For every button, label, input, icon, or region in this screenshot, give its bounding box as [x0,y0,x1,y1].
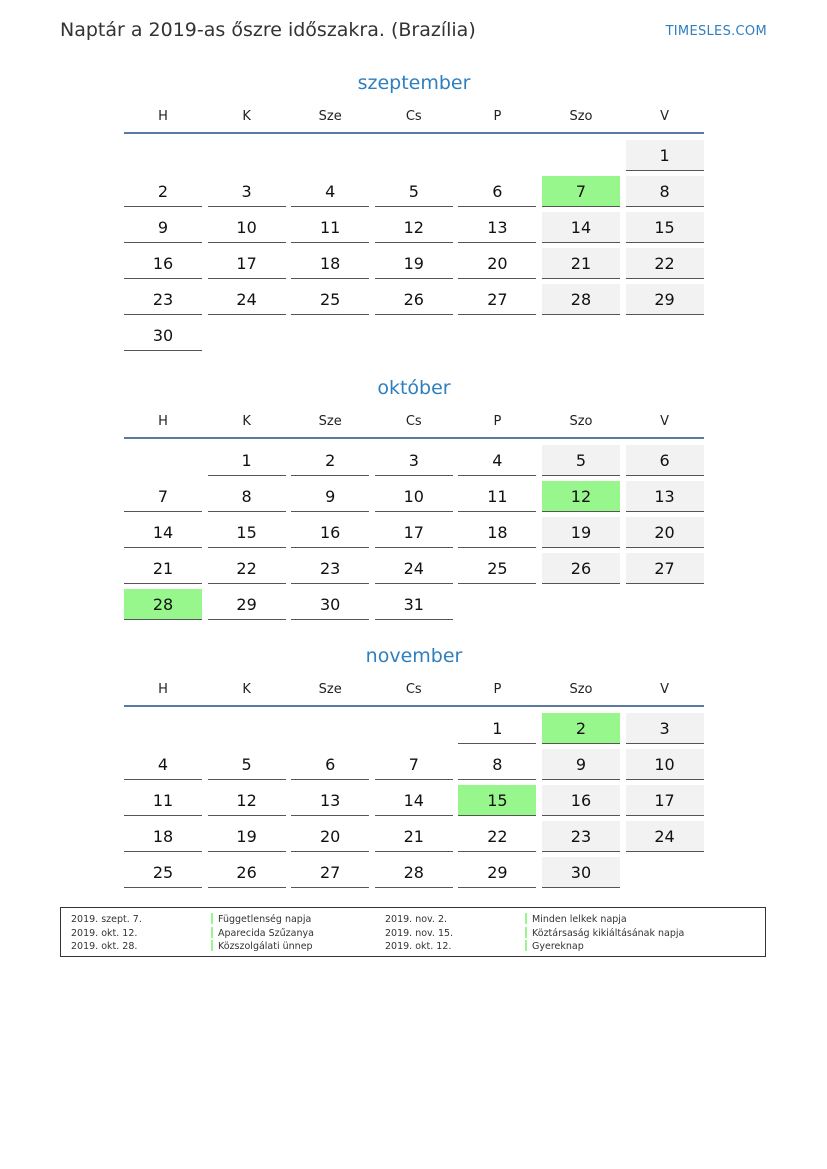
day-cell: 30 [124,320,202,351]
day-cell: 20 [291,821,369,852]
legend-row [385,927,684,941]
day-cell: 13 [458,212,536,243]
day-cell: 26 [542,553,620,584]
day-cell: 26 [375,284,453,315]
day-cell: 28 [375,857,453,888]
day-cell: 5 [542,445,620,476]
weekday-label: Szo [569,682,593,697]
holiday-color-marker [525,940,527,951]
legend-row [385,913,684,927]
day-cell: 27 [458,284,536,315]
weekday-label: H [158,109,168,124]
day-cell: 16 [291,517,369,548]
day-cell: 17 [208,248,286,279]
empty-cell [291,713,369,744]
day-cell: 7 [375,749,453,780]
day-cell: 12 [542,481,620,512]
month-september [124,70,704,351]
weekday-label: Cs [405,414,422,429]
weekday-label: V [660,109,670,124]
day-cell: 16 [542,785,620,816]
day-cell: 7 [124,481,202,512]
day-cell: 19 [375,248,453,279]
month-title: november [365,645,463,667]
weekday-label: K [242,414,251,429]
day-cell: 14 [542,212,620,243]
weekday-label: H [158,682,168,697]
empty-cell [375,140,453,171]
day-cell: 20 [626,517,704,548]
day-cell: 29 [458,857,536,888]
day-cell: 4 [291,176,369,207]
holiday-color-marker [525,927,527,938]
day-cell: 1 [458,713,536,744]
legend-row [71,940,314,954]
legend-holiday-name: Gyereknap [532,941,584,952]
legend-holiday-name: Minden lelkek napja [532,914,627,925]
weekday-label: H [158,414,168,429]
legend-holiday-name: Köztársaság kikiáltásának napja [532,927,685,939]
empty-cell [208,713,286,744]
day-cell: 24 [626,821,704,852]
day-cell: 15 [626,212,704,243]
day-cell: 26 [208,857,286,888]
day-cell: 23 [542,821,620,852]
legend-column-left [71,913,314,954]
day-cell: 22 [626,248,704,279]
weekday-label: Sze [318,109,342,124]
day-cell: 1 [208,445,286,476]
day-cell: 3 [375,445,453,476]
weekday-label: P [493,682,502,697]
day-cell: 18 [291,248,369,279]
day-cell: 12 [375,212,453,243]
empty-cell [375,713,453,744]
day-cell: 10 [375,481,453,512]
holiday-legend [60,907,766,957]
weekday-label: P [493,109,502,124]
day-cell: 21 [375,821,453,852]
day-cell: 31 [375,589,453,620]
day-cell: 20 [458,248,536,279]
holiday-color-marker [211,913,213,924]
day-grid [124,140,704,351]
weekday-label: P [493,414,502,429]
holiday-color-marker [211,940,213,951]
day-cell: 6 [291,749,369,780]
legend-date: 2019. nov. 2. [385,914,448,925]
day-cell: 21 [124,553,202,584]
holiday-color-marker [525,913,527,924]
day-cell: 17 [375,517,453,548]
legend-date: 2019. okt. 12. [71,927,138,939]
day-cell: 23 [124,284,202,315]
page-title: Naptár a 2019-as őszre időszakra. (Brazília) [60,19,476,41]
day-cell: 6 [626,445,704,476]
legend-date: 2019. okt. 28. [71,941,138,952]
day-cell: 5 [208,749,286,780]
day-cell: 29 [208,589,286,620]
day-cell: 3 [626,713,704,744]
day-cell: 2 [124,176,202,207]
day-cell: 15 [208,517,286,548]
day-cell: 22 [458,821,536,852]
day-cell: 24 [375,553,453,584]
day-cell: 1 [626,140,704,171]
weekday-label: Sze [318,414,342,429]
weekday-header [124,679,704,707]
weekday-header [124,411,704,439]
empty-cell [542,140,620,171]
empty-cell [208,140,286,171]
legend-holiday-name: Közszolgálati ünnep [218,941,313,952]
weekday-label: Szo [569,109,593,124]
day-cell: 14 [375,785,453,816]
day-cell: 24 [208,284,286,315]
day-cell: 22 [208,553,286,584]
legend-row [385,940,684,954]
day-cell: 13 [291,785,369,816]
legend-row [71,913,314,927]
legend-holiday-name: Függetlenség napja [218,914,312,925]
day-cell: 6 [458,176,536,207]
month-title: október [377,377,451,399]
day-cell: 16 [124,248,202,279]
site-link[interactable]: TIMESLES.COM [665,24,767,39]
weekday-label: K [242,109,251,124]
day-cell: 9 [124,212,202,243]
day-cell: 27 [626,553,704,584]
day-cell: 11 [458,481,536,512]
day-cell: 9 [542,749,620,780]
day-cell: 8 [458,749,536,780]
day-cell: 13 [626,481,704,512]
day-cell: 19 [542,517,620,548]
legend-column-right [385,913,684,954]
legend-date: 2019. okt. 12. [385,941,452,952]
day-cell: 17 [626,785,704,816]
day-cell: 15 [458,785,536,816]
empty-cell [291,140,369,171]
weekday-label: Cs [405,682,422,697]
day-cell: 27 [291,857,369,888]
day-cell: 30 [291,589,369,620]
empty-cell [124,445,202,476]
day-cell: 25 [124,857,202,888]
day-cell: 8 [626,176,704,207]
day-cell: 25 [291,284,369,315]
weekday-header [124,106,704,134]
legend-date: 2019. szept. 7. [71,914,142,925]
day-cell: 2 [291,445,369,476]
holiday-color-marker [211,927,213,938]
day-cell: 30 [542,857,620,888]
month-november [124,643,704,888]
day-cell: 11 [124,785,202,816]
day-grid [124,445,704,620]
weekday-label: V [660,414,670,429]
day-cell: 9 [291,481,369,512]
weekday-label: Sze [318,682,342,697]
day-cell: 18 [458,517,536,548]
legend-row [71,927,314,941]
day-cell: 4 [458,445,536,476]
empty-cell [124,140,202,171]
legend-date: 2019. nov. 15. [385,927,454,939]
month-title: szeptember [357,72,471,94]
empty-cell [458,140,536,171]
weekday-label: Szo [569,414,593,429]
day-cell: 5 [375,176,453,207]
day-cell: 11 [291,212,369,243]
month-october [124,375,704,620]
day-cell: 28 [124,589,202,620]
day-cell: 23 [291,553,369,584]
day-cell: 3 [208,176,286,207]
day-cell: 2 [542,713,620,744]
day-cell: 18 [124,821,202,852]
day-cell: 7 [542,176,620,207]
weekday-label: Cs [405,109,422,124]
empty-cell [124,713,202,744]
weekday-label: K [242,682,251,697]
weekday-label: V [660,682,670,697]
day-cell: 8 [208,481,286,512]
day-cell: 10 [626,749,704,780]
day-cell: 29 [626,284,704,315]
day-cell: 14 [124,517,202,548]
day-cell: 25 [458,553,536,584]
day-cell: 10 [208,212,286,243]
day-cell: 28 [542,284,620,315]
day-cell: 19 [208,821,286,852]
day-cell: 12 [208,785,286,816]
day-grid [124,713,704,888]
day-cell: 21 [542,248,620,279]
day-cell: 4 [124,749,202,780]
legend-holiday-name: Aparecida Szűzanya [218,927,314,939]
